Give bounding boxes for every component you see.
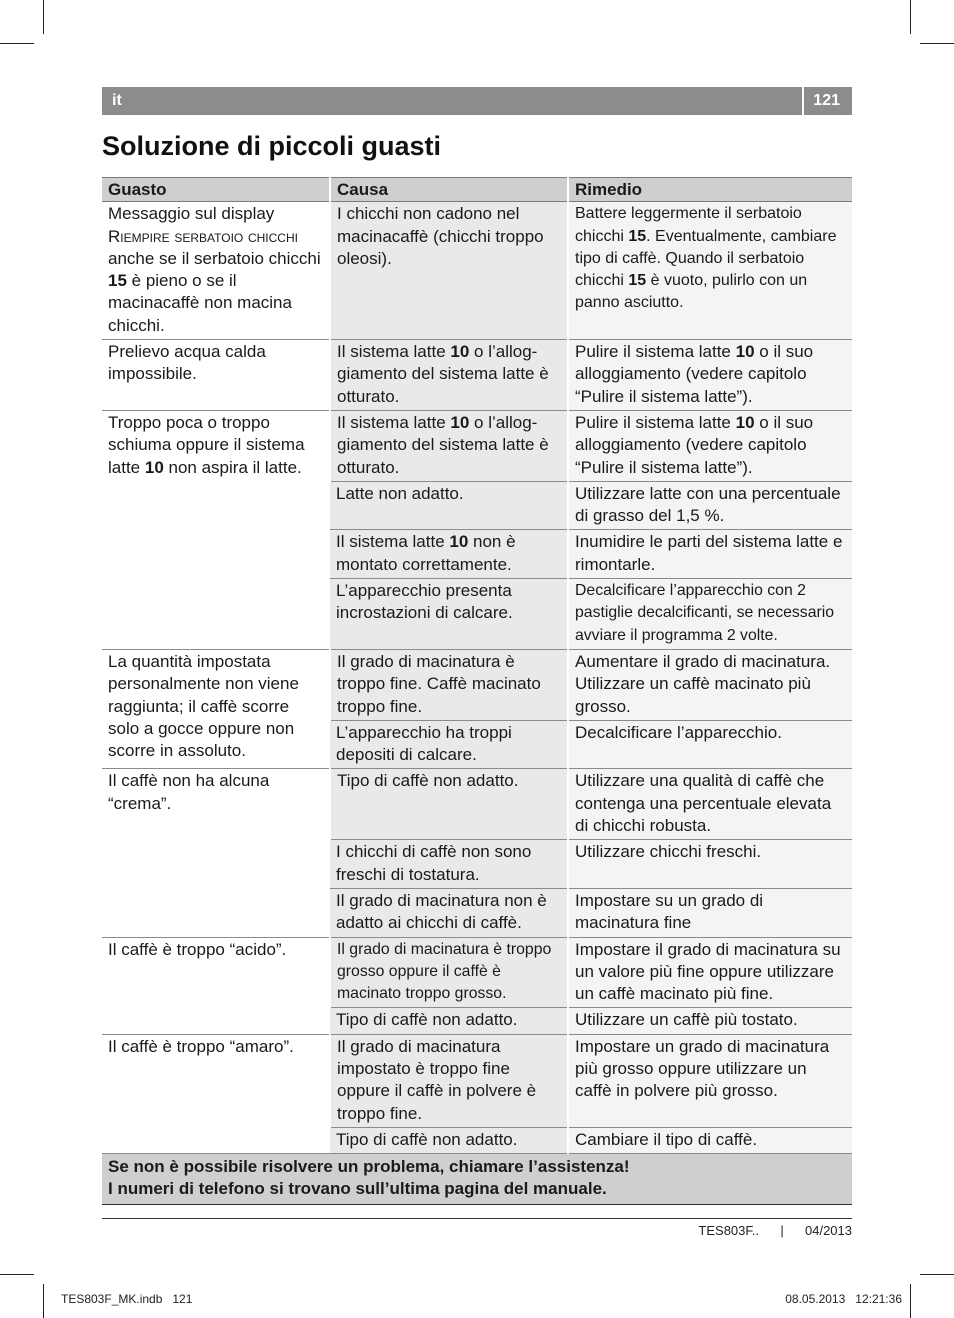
table-row (102, 410, 852, 481)
language-code: it (112, 92, 122, 109)
cell-text: Tipo di caffè non adatto. (336, 1129, 518, 1149)
cell-text: . Eventualmente, cambiare tipo di caffè. Quando il serbatoio chicchi (575, 227, 837, 290)
page-number-box (802, 87, 852, 115)
cell-text: Utilizzare latte con una percentuale di grasso del 1,5 %. (575, 483, 841, 526)
crop-mark (920, 1274, 954, 1275)
cause-cell (330, 530, 568, 579)
separator: | (780, 1223, 784, 1238)
remedy-cell (568, 579, 852, 650)
crop-mark (0, 43, 34, 44)
cause-cell (330, 888, 568, 937)
remedy-cell (568, 1008, 852, 1034)
cell-text: Pulire il sistema latte (575, 342, 736, 362)
cell-text: La quantità impostata personalmente non viene raggiunta; il caffè scorre solo a gocce oppure non scorre in assoluto. (108, 651, 299, 761)
model-code: TES803F.. (698, 1223, 760, 1238)
remedy-cell (568, 1034, 852, 1127)
cell-text: Battere leggermente il serbatoio chicchi (575, 205, 802, 245)
slug-timestamp: 08.05.2013 12:21:36 (785, 1292, 902, 1306)
cell-text: o l’alloggiamento del sistema latte è otturato. (337, 412, 549, 477)
cell-text: Latte non adatto. (336, 483, 464, 503)
table-row (102, 769, 852, 840)
cell-text: Il sistema latte (337, 342, 451, 362)
cell-text: o l’alloggiamento del sistema latte è otturato. (337, 342, 549, 406)
table-row (102, 340, 852, 411)
cell-text: anche se il serbatoio chicchi (108, 248, 321, 268)
part-number: 10 (735, 412, 755, 432)
troubleshooting-table (102, 177, 852, 1205)
cell-text: Decalcificare l’apparecchio. (575, 722, 782, 742)
cell-text: Utilizzare un caffè più tostato. (575, 1010, 798, 1030)
footer-model-info (698, 1223, 852, 1238)
cell-text: Troppo poca o troppo schiuma oppure il sistema latte (108, 412, 305, 477)
cell-text: Aumentare il grado di macinatura. Utilizzare un caffè macinato più grosso. (575, 651, 831, 716)
cell-text: I chicchi non cadono nel macinacaffè (chicchi troppo oleosi). (337, 204, 544, 268)
part-number: 10 (735, 342, 755, 362)
slug-filename: TES803F_MK.indb 121 (61, 1292, 193, 1306)
support-note-line: Se non è possibile risolvere un problema, chiamare l’assistenza! (108, 1157, 630, 1177)
fault-cell (102, 769, 330, 937)
cell-text: Il grado di macinatura è troppo grosso oppure il caffè è macinato troppo grosso. (337, 940, 552, 1003)
remedy-cell (568, 649, 852, 720)
cell-text: Utilizzare chicchi freschi. (575, 842, 762, 862)
page-number: 121 (813, 92, 840, 109)
cell-text: Tipo di caffè non adatto. (336, 1010, 518, 1030)
crop-mark (43, 1284, 44, 1318)
part-number: 15 (108, 271, 127, 291)
cell-text: Decalcificare l’apparecchio con 2 pastiglie decalcificanti, se necessario avviare il programma 2 volte. (575, 582, 835, 644)
remedy-cell (568, 840, 852, 889)
cause-cell (330, 769, 568, 840)
cell-text: Messaggio sul display (108, 204, 275, 224)
support-note (102, 1154, 852, 1205)
cause-cell (330, 720, 568, 769)
cell-text: è vuoto, pulirlo con un panno asciutto. (575, 272, 808, 312)
cell-text: Prelievo acqua calda impossibile. (108, 342, 266, 384)
remedy-cell (568, 769, 852, 840)
crop-mark (910, 1284, 911, 1318)
cell-text: Il caffè è troppo “amaro”. (108, 1036, 294, 1056)
cell-text: non è montato correttamente. (336, 532, 516, 574)
cell-text: Il grado di macinatura impostato è troppo fine oppure il caffè in polvere è troppo fine. (337, 1036, 537, 1123)
cell-text: Il grado di macinatura non è adatto ai chicchi di caffè. (336, 890, 547, 933)
cause-cell (330, 579, 568, 650)
page-header-bar (102, 87, 852, 115)
cell-text: Utilizzare una qualità di caffè che contenga una percentuale elevata di chicchi robusta. (575, 771, 832, 836)
crop-mark (910, 0, 911, 34)
crop-mark (920, 43, 954, 44)
table-row (102, 937, 852, 1008)
cell-text: Impostare il grado di macinatura su un valore più fine oppure utilizzare un caffè macinato più fine. (575, 939, 841, 1004)
cell-text: è pieno o se il macinacaffè non macina chicchi. (108, 271, 292, 335)
cause-cell (330, 937, 568, 1008)
remedy-cell (568, 937, 852, 1008)
remedy-cell (568, 720, 852, 769)
cell-text: Impostare su un grado di macinatura fine (575, 890, 764, 933)
cause-cell (330, 840, 568, 889)
table-row (102, 202, 852, 340)
table-header-row (102, 178, 852, 202)
column-header-rimedio: Rimedio (568, 178, 852, 202)
remedy-cell (568, 202, 852, 340)
column-header-guasto: Guasto (102, 178, 330, 202)
remedy-cell (568, 888, 852, 937)
cell-text: Inumidire le parti del sistema latte e rimontarle. (575, 532, 843, 574)
fault-cell (102, 340, 330, 411)
crop-mark (43, 0, 44, 34)
part-number: 10 (144, 457, 164, 477)
cause-cell (330, 1127, 568, 1153)
cell-text: Impostare un grado di macinatura più grosso oppure utilizzare un caffè in polvere più grosso. (575, 1036, 830, 1101)
column-header-causa: Causa (330, 178, 568, 202)
table-footer-row (102, 1154, 852, 1205)
crop-mark (0, 1274, 34, 1275)
cell-text: Il grado di macinatura è troppo fine. Caffè macinato troppo fine. (337, 651, 541, 716)
cause-cell (330, 1034, 568, 1127)
table-row (102, 649, 852, 720)
fault-cell (102, 410, 330, 649)
cell-text: o il suo alloggiamento (vedere capitolo “Pulire il sistema latte”). (575, 412, 814, 477)
part-number: 15 (628, 227, 647, 245)
cell-text: I chicchi di caffè non sono freschi di tostatura. (336, 842, 532, 884)
edition-date: 04/2013 (805, 1223, 852, 1238)
cell-text: Cambiare il tipo di caffè. (575, 1129, 758, 1149)
cause-cell (330, 340, 568, 411)
support-note-line: I numeri di telefono si trovano sull’ultima pagina del manuale. (108, 1179, 607, 1199)
display-message: Riempire serbatoio chicchi (108, 226, 298, 246)
remedy-cell (568, 530, 852, 579)
cell-text: o il suo alloggiamento (vedere capitolo “Pulire il sistema latte”). (575, 342, 814, 406)
cell-text: Il sistema latte (337, 412, 451, 432)
cell-text: L’apparecchio ha troppi depositi di calcare. (336, 722, 512, 765)
page-title: Soluzione di piccoli guasti (102, 131, 442, 161)
cause-cell (330, 481, 568, 530)
fault-cell (102, 1034, 330, 1153)
fault-cell (102, 937, 330, 1034)
remedy-cell (568, 1127, 852, 1153)
fault-cell (102, 649, 330, 768)
cause-cell (330, 649, 568, 720)
cell-text: non aspira il latte. (163, 457, 302, 477)
table-row (102, 1034, 852, 1127)
cell-text: Pulire il sistema latte (575, 412, 736, 432)
cause-cell (330, 1008, 568, 1034)
cell-text: Il caffè non ha alcuna “crema”. (108, 771, 270, 813)
cell-text: Tipo di caffè non adatto. (337, 771, 519, 791)
remedy-cell (568, 410, 852, 481)
cell-text: Il caffè è troppo “acido”. (108, 939, 287, 959)
footer-rule (102, 1218, 852, 1219)
part-number: 10 (450, 412, 470, 432)
cell-text: L’apparecchio presenta incrostazioni di calcare. (336, 581, 513, 623)
remedy-cell (568, 340, 852, 411)
remedy-cell (568, 481, 852, 530)
table-body (102, 202, 852, 1204)
part-number: 10 (450, 342, 470, 362)
part-number: 15 (628, 272, 647, 290)
cause-cell (330, 202, 568, 340)
cause-cell (330, 410, 568, 481)
fault-cell (102, 202, 330, 340)
part-number: 10 (449, 532, 469, 552)
cell-text: Il sistema latte (336, 532, 450, 552)
